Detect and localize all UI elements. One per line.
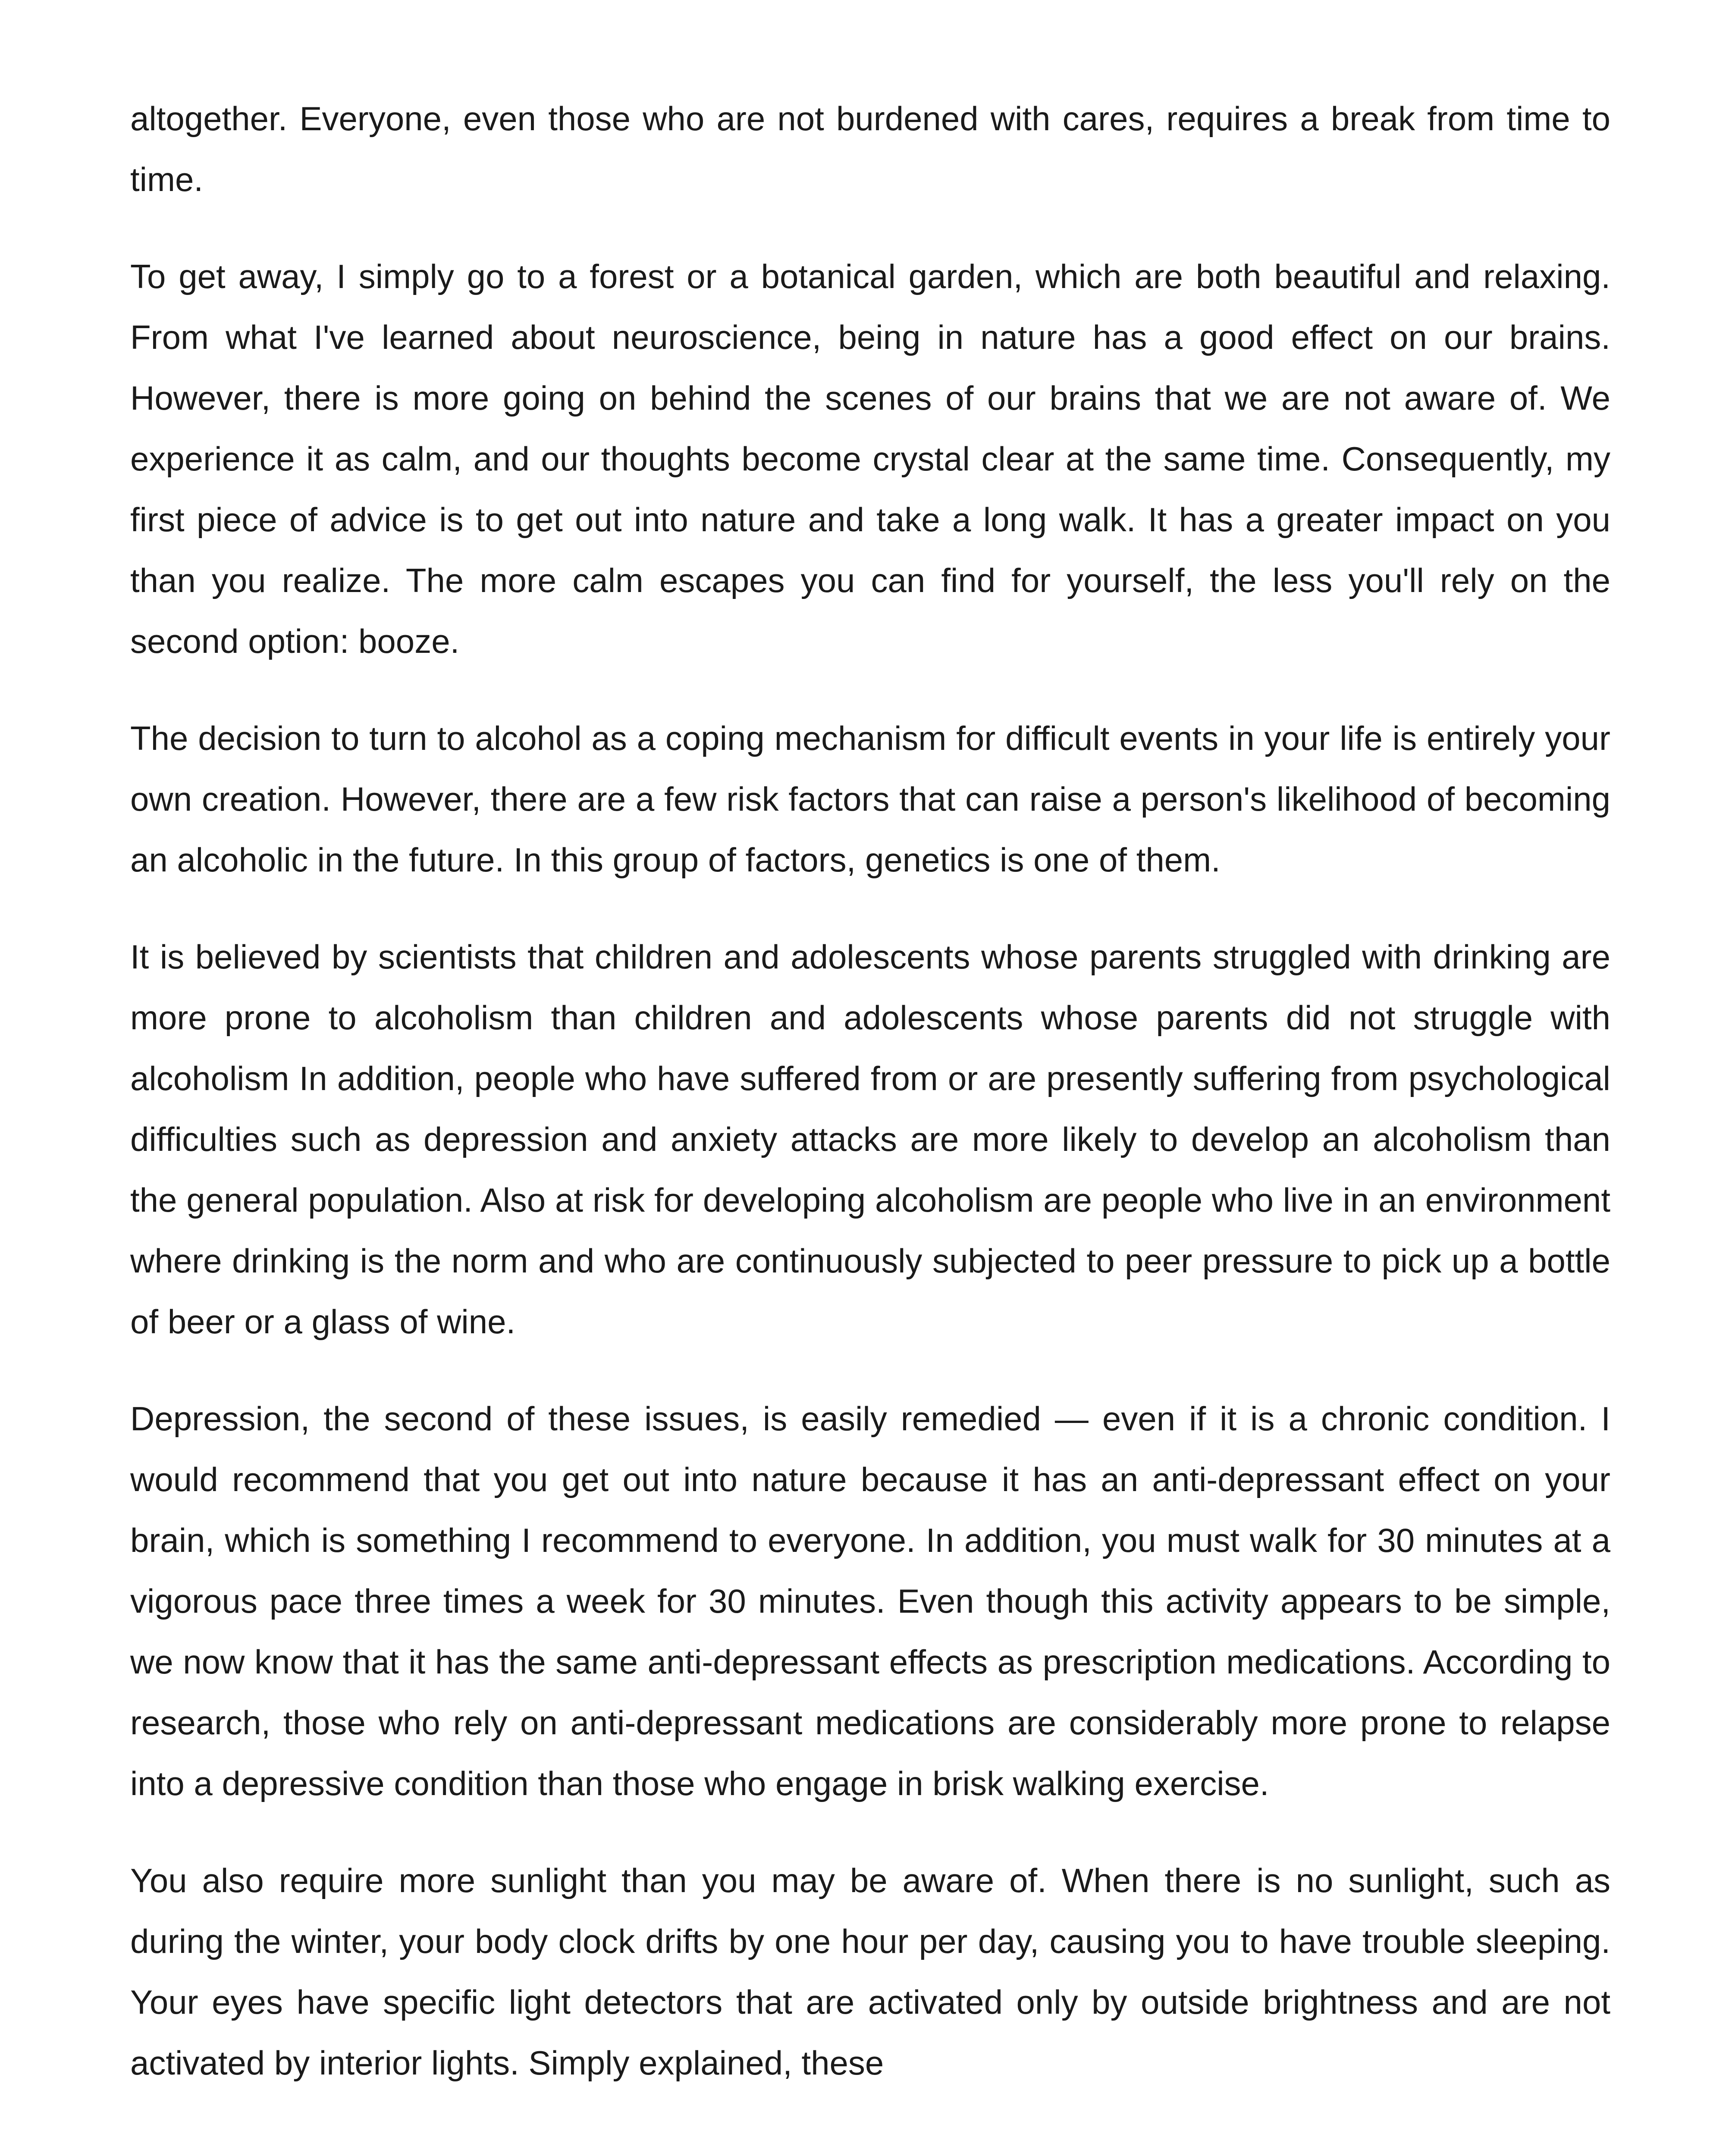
paragraph-1: altogether. Everyone, even those who are not burdened with cares, requires a break from time to time. — [130, 100, 1610, 198]
paragraph-4: It is believed by scientists that children and adolescents whose parents struggled with drinking are more prone to alcoholism than children and adolescents whose parents did not struggle with alcoholism In addition, people who have suffered from or are presently suffering from psychological difficulties such as depression and anxiety attacks are more likely to develop an alcoholism than the general population. Also at risk for developing alcoholism are people who live in an environment where drinking is the norm and who are continuously subjected to peer pressure to pick up a bottle of beer or a glass of wine. — [130, 938, 1610, 1341]
paragraph-2: To get away, I simply go to a forest or a botanical garden, which are both beautiful and relaxing. From what I've learned about neuroscience, being in nature has a good effect on our brains. However, there is more going on behind the scenes of our brains that we are not aware of. We experience it as calm, and our thoughts become crystal clear at the same time. Consequently, my first piece of advice is to get out into nature and take a long walk. It has a greater impact on you than you realize. The more calm escapes you can find for yourself, the less you'll rely on the second option: booze. — [130, 257, 1610, 660]
paragraph-3: The decision to turn to alcohol as a coping mechanism for difficult events in your life is entirely your own creation. However, there are a few risk factors that can raise a person's likelihood of becoming an alcoholic in the future. In this group of factors, genetics is one of them. — [130, 719, 1610, 879]
body-text — [130, 88, 1610, 2093]
paragraph-5: Depression, the second of these issues, is easily remedied — even if it is a chronic condition. I would recommend that you get out into nature because it has an anti-depressant effect on your brain, which is something I recommend to everyone. In addition, you must walk for 30 minutes at a vigorous pace three times a week for 30 minutes. Even though this activity appears to be simple, we now know that it has the same anti-depressant effects as prescription medications. According to research, those who rely on anti-depressant medications are considerably more prone to relapse into a depressive condition than those who engage in brisk walking exercise. — [130, 1400, 1610, 1802]
paragraph-6: You also require more sunlight than you may be aware of. When there is no sunlight, such as during the winter, your body clock drifts by one hour per day, causing you to have trouble sleeping. Your eyes have specific light detectors that are activated only by outside brightness and are not activated by interior lights. Simply explained, these — [130, 1861, 1610, 2082]
